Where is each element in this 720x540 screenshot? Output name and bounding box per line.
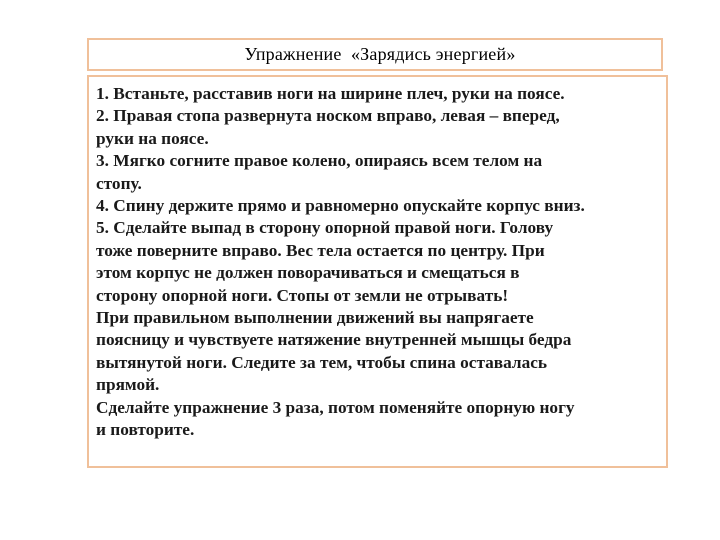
instruction-line: 4. Спину держите прямо и равномерно опускайте корпус вниз. [96, 196, 585, 216]
instruction-line: 1. Встаньте, расставив ноги на ширине плеч, руки на поясе. [96, 84, 565, 103]
instruction-line: поясницу и чувствуете натяжение внутренней мышцы бедра [96, 330, 572, 350]
instruction-line: руки на поясе. [96, 128, 209, 148]
instruction-line: вытянутой ноги. Следите за тем, чтобы спина оставалась [96, 352, 548, 372]
exercise-title-box [87, 38, 663, 71]
instruction-line: тоже поверните вправо. Вес тела остается по центру. При [96, 240, 545, 260]
instruction-line: прямой. [96, 375, 160, 395]
instruction-line: 2. Правая стопа развернута носком вправо, левая – вперед, [96, 106, 560, 126]
instruction-line: этом корпус не должен поворачиваться и смещаться в [96, 263, 520, 283]
instruction-line: и повторите. [96, 420, 195, 440]
exercise-instructions-box [87, 75, 668, 468]
instruction-line: 3. Мягко согните правое колено, опираясь всем телом на [96, 151, 543, 171]
instruction-line: сторону опорной ноги. Стопы от земли не отрывать! [96, 285, 509, 305]
instruction-line: При правильном выполнении движений вы напрягаете [96, 308, 534, 328]
exercise-title: Упражнение «Зарядись энергией» [244, 44, 516, 64]
instruction-line: 5. Сделайте выпад в сторону опорной правой ноги. Голову [96, 218, 554, 238]
instruction-line: стопу. [96, 173, 142, 193]
instruction-line: Сделайте упражнение 3 раза, потом поменяйте опорную ногу [96, 397, 575, 417]
